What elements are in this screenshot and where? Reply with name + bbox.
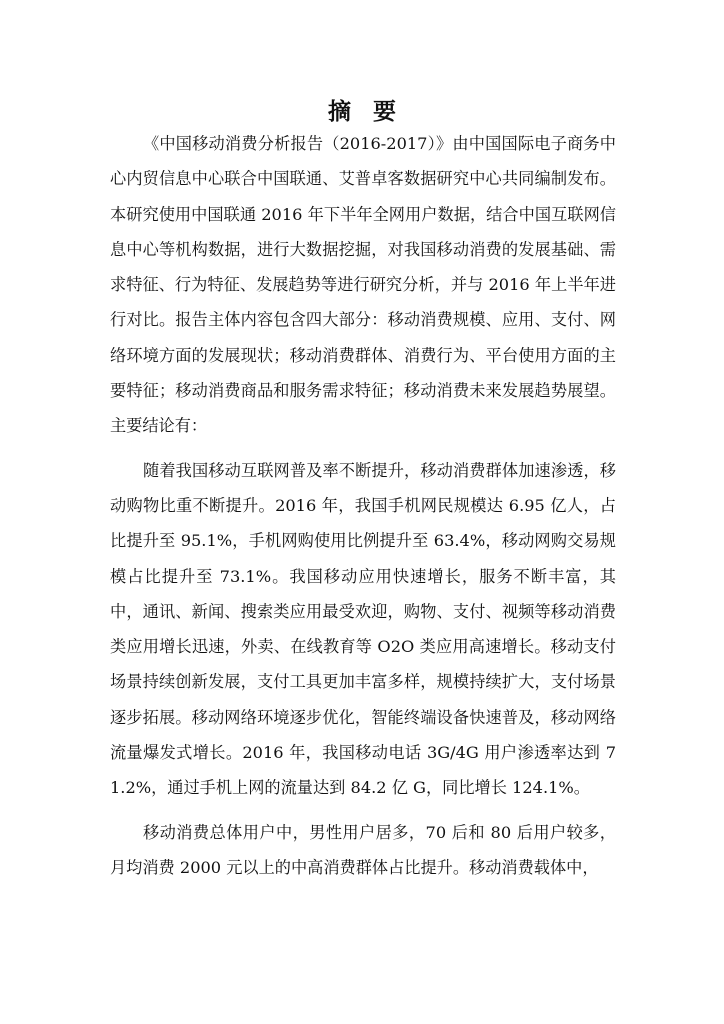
paragraph-user-profile: 移动消费总体用户中，男性用户居多，70 后和 80 后用户较多，月均消费 2000 元以上的中高消费群体占比提升。移动消费载体中， bbox=[110, 822, 616, 877]
document-body bbox=[110, 126, 616, 885]
page-title: 摘要 bbox=[328, 99, 418, 125]
paragraph-intro: 《中国移动消费分析报告（2016-2017）》由中国国际电子商务中心内贸信息中心联合中国联通、艾普卓客数据研究中心共同编制发布。本研究使用中国联通 2016 年下半年全网用户数据，结合中国互联网信息中心等机构数据，进行大数据挖掘，对我国移动消费的发展基础、需求特征、行为特征、发展趋势等进行研究分析，并与 2016 年上半年进行对比。报告主体内容包含四大部分：移动消费规模、应用、支付、网络环境方面的发展现状；移动消费群体、消费行为、平台使用方面的主要特征；移动消费商品和服务需求特征；移动消费未来发展趋势展望。主要结论有： bbox=[110, 134, 616, 436]
paragraph-market-growth: 随着我国移动互联网普及率不断提升，移动消费群体加速渗透，移动购物比重不断提升。2016 年，我国手机网民规模达 6.95 亿人，占比提升至 95.1%，手机网购使用比例提升至 63.4%，移动网购交易规模占比提升至 73.1%。我国移动应用快速增长，服务不断丰富，其中，通讯、新闻、搜索类应用最受欢迎，购物、支付、视频等移动消费类应用增长迅速，外卖、在线教育等 O2O 类应用高速增长。移动支付场景持续创新发展，支付工具更加丰富多样，规模持续扩大，支付场景逐步拓展。移动网络环境逐步优化，智能终端设备快速普及，移动网络流量爆发式增长。2016 年，我国移动电话 3G/4G 用户渗透率达到 71.2%，通过手机上网的流量达到 84.2 亿 G，同比增长 124.1%。 bbox=[110, 460, 616, 798]
